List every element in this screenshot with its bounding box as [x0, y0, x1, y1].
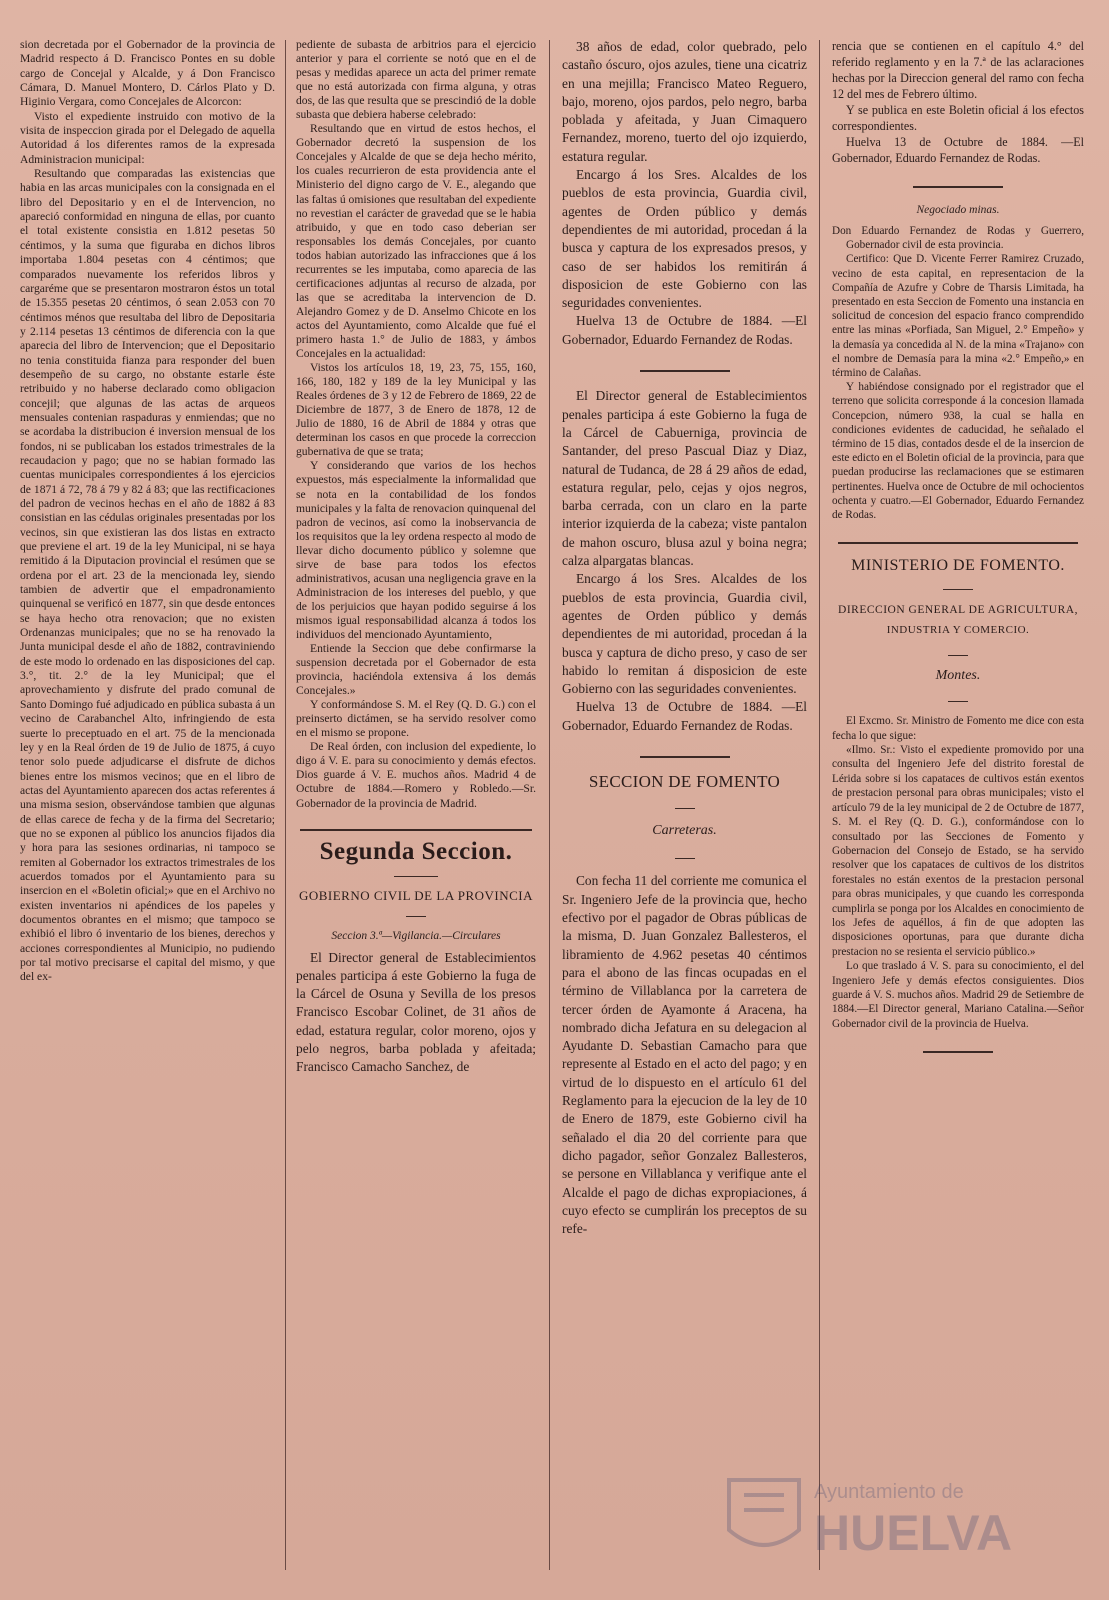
paragraph: Resultando que en virtud de estos hechos, el Gobernador decretó la suspension de los Concejales y Alcalde de que se deja hecho mérito, los cuales recurrieron de esta providencia ante el Ministerio del digno cargo de V. E., alegando que las faltas ú omisiones que resultaban del expediente no revestian el carácter de gravedad que se le habia atribuido, y que en todo caso deberian ser responsables los demás Concejales, por cuanto todos habian autorizado las infracciones que á los recurrentes se les imputaba, como aparecia de las certificaciones adjuntas al recurso de alzada, por las que se acreditaba la intervencion de D. Alejandro Gomez y de D. Anselmo Chicote en los actos del Ayuntamiento, como Alcalde que fué el primero hasta 1.° de Julio de 1883, y ámbos Concejales en la actualidad: — [296, 122, 536, 361]
signature-line: Huelva 13 de Octubre de 1884. —El Gobernador, Eduardo Fernandez de Rodas. — [832, 135, 1084, 165]
paragraph: Don Eduardo Fernandez de Rodas y Guerrero, Gobernador civil de esta provincia. — [832, 225, 1084, 252]
column-3 — [562, 38, 807, 1573]
paragraph: pediente de subasta de arbitrios para el ejercicio anterior y para el corriente se notó que en el de pesas y medidas aparece un acta del primer remate que no está autorizada con firma alguna, y otras dos, de las que resulta que se prescindió de la doble subasta que debiera haberse celebrado: — [296, 38, 536, 122]
paragraph: 38 años de edad, color quebrado, pelo castaño óscuro, ojos azules, tiene una cicatriz en una mejilla; Francisco Mateo Reguero, bajo, moreno, ojos pardos, pelo negro, barba poblada y afeitada, y Juan Cimaquero Fernandez, moreno, tuerto del ojo izquierdo, estatura regular. — [562, 39, 807, 164]
paragraph: El Director general de Establecimientos penales participa á este Gobierno la fuga de la Cárcel de Cabuerniga, provincia de Santander, del preso Pascual Diaz y Diaz, natural de Tudanca, de 28 á 29 años de edad, estatura regular, pelo, cejas y ojos negros, barba cerrada, con un claro en la parte interior izquierda de la cabeza; viste pantalon de mahon oscuro, blusa azul y boina negra; calza alpargatas blancas. — [562, 388, 807, 569]
paragraph: sion decretada por el Gobernador de la provincia de Madrid respecto á D. Francisco Pontes en su doble cargo de Concejal y Alcalde, y á Don Francisco Cámara, D. Manuel Montero, D. Cárlos Plato y D. Higinio Vergara, como Concejales de Alcorcon: — [20, 38, 275, 109]
paragraph: «Ilmo. Sr.: Visto el expediente promovido por una consulta del Ingeniero Jefe del distrito forestal de Lérida sobre si los capataces de cultivos están exentos de prestacion personal para obras municipales; visto el artículo 79 de la ley municipal de 2 de Octubre de 1877, S. M. el Rey (Q. D. G.), conformándose con lo consultado por las Secciones de Fomento y Gobernacion del Consejo de Estado, se ha servido resolver que los capataces de cultivos de los distritos forestales no están exentos de la prestacion personal para obras municipales, y que cuando les corresponda cumplirla se ponga por los Alcaldes en conocimiento de los Jefes de aquéllos, á fin de que adopten las disposiciones oportunas, para que durante dicha prestacion no se resienta el servicio público.» — [832, 744, 1084, 958]
subsection-heading: Montes. — [935, 668, 981, 684]
subsection-heading: Negociado minas. — [916, 204, 1000, 216]
separator-dash — [562, 796, 807, 814]
paragraph: rencia que se contienen en el capítulo 4.° del referido reglamento y en la 7.ª de las aclaraciones hechas por la Direccion general del ramo con fecha 12 del mes de Febrero último. — [832, 39, 1084, 101]
separator-rule — [832, 176, 1084, 192]
paragraph: Y habiéndose consignado por el registrador que el terreno que solicita corresponde á la concesion llamada Concepcion, número 938, la cual se halla en condiciones evidentes de caducidad, he señalado el término de 15 dias, contados desde el de la insercion de este edicto en el Boletin oficial de la provincia, para que puedan producirse las reclamaciones que se estimaren pertinentes. Huelva once de Octubre de mil ochocientos ochenta y cuatro.—El Gobernador, Eduardo Fernandez de Rodas. — [832, 381, 1084, 522]
signature-line: Huelva 13 de Octubre de 1884. —El Gobernador, Eduardo Fernandez de Rodas. — [562, 699, 807, 733]
paragraph: El Director general de Establecimientos penales participa á este Gobierno la fuga de la Cárcel de Osuna y Sevilla de los presos Francisco Escobar Colinet, de 31 años de edad, estatura regular, color moreno, ojos y pelo negros, barba poblada y afeitada; Francisco Camacho Sanchez, de — [296, 949, 536, 1075]
column-divider — [549, 40, 550, 1570]
separator-dash — [832, 690, 1084, 706]
separator-rule — [562, 359, 807, 377]
separator-rule — [562, 745, 807, 763]
paragraph: Y conformándose S. M. el Rey (Q. D. G.) con el preinserto dictámen, se ha servido resolver como en el mismo se propone. — [296, 698, 536, 740]
column-1 — [20, 38, 275, 1573]
watermark-line1: Ayuntamiento de — [814, 1481, 964, 1503]
column-divider — [285, 40, 286, 1570]
paragraph: Visto el expediente instruido con motivo de la visita de inspeccion girada por el Delegado de aquella Autoridad á los diferentes ramos de la expresada Administracion municipal: — [20, 109, 275, 166]
direction-subheading: INDUSTRIA Y COMERCIO. — [886, 624, 1030, 637]
paragraph: Con fecha 11 del corriente me comunica el Sr. Ingeniero Jefe de la provincia que, hecho efectivo por el pagador de Obras públicas de la misma, D. Juan Gonzalez Ballesteros, el libramiento de 4.962 pesetas 40 céntimos para el abono de las fincas ocupadas en el término de Villablanca por la carretera de tercer órden de Ayamonte á Aracena, ha nombrado dicha Jefatura en su delegacion al Ayudante D. Sebastian Camacho para que represente al Estado en el acto del pago; y en virtud de lo dispuesto en el artículo 61 del Reglamento para la ejecucion de la ley de 10 de Enero de 1879, este Gobierno civil ha señalado el dia 20 del corriente para que dicho pagador, señor Gonzalez Ballesteros, se persone en Villablanca y verifique ante el Alcalde el pago de dichas expropiaciones, á cuyo efecto se cumplirán los preceptos de su refe- — [562, 873, 807, 1237]
paragraph: Certifico: Que D. Vicente Ferrer Ramirez Cruzado, vecino de esta capital, en representacion de la Compañía de Azufre y Cobre de Tharsis Limitada, ha presentado en esta Seccion de Fomento una instancia en solicitud de concesion del espacio franco comprendido entre las minas «Porfiada, San Miguel, 2.° Empeño» y la demasía ya concedida al N. de la mina «Trajano» con el nombre de Demasía para la mina «2.° Empeño,» en término de Calañas. — [832, 253, 1084, 380]
separator-dash — [562, 846, 807, 864]
paragraph: Entiende la Seccion que debe confirmarse la suspension decretada por el Gobernador de esta provincia, haciéndola extensiva á los demás Concejales.» — [296, 642, 536, 698]
separator-dash — [296, 867, 536, 881]
ministry-heading: MINISTERIO DE FOMENTO. — [851, 557, 1065, 575]
separator-dash — [296, 907, 536, 921]
section-heading: SECCION DE FOMENTO — [588, 772, 781, 792]
subsection-heading: Carreteras. — [652, 822, 717, 838]
city-seal-icon — [719, 1460, 1049, 1570]
paragraph: Encargo á los Sres. Alcaldes de los pueblos de esta provincia, Guardia civil, agentes de Orden público y demás dependientes de mi autoridad, procedan á la busca y captura de los expresados presos, y caso de ser habidos los remitirán á disposicion de este Gobierno con las seguridades convenientes. — [562, 167, 807, 311]
paragraph: El Excmo. Sr. Ministro de Fomento me dice con esta fecha lo que sigue: — [832, 715, 1084, 742]
paragraph: Encargo á los Sres. Alcaldes de los pueblos de esta provincia, Guardia civil, agentes de Orden público y demás dependientes de mi autoridad, procedan á la busca y captura de dicho preso, y caso de ser habido lo remitan á disposicion de este Gobierno con las seguridades convenientes. — [562, 571, 807, 697]
paragraph: Y considerando que varios de los hechos expuestos, más especialmente la informalidad que se nota en la contabilidad de los fondos municipales y la falta de renovacion quinquenal del padron de vecinos, así como la inobservancia de los requisitos que la ley ordena respecto al modo de llevar dicho documento público y solemne que sirve de base para todos los efectos administrativos, acusan una negligencia grave en la Administracion de los intereses del pueblo, y que de los perjuicios que hayan podido seguirse á los mismos igual responsabilidad alcanza á todos los individuos del mencionado Ayuntamiento, — [296, 459, 536, 641]
column-2 — [296, 38, 536, 1573]
separator-dash — [832, 578, 1084, 594]
separator-rule — [296, 821, 536, 835]
archive-watermark — [719, 1460, 1049, 1570]
separator-dash — [832, 644, 1084, 660]
column-divider — [819, 40, 820, 1570]
paragraph: Vistos los artículos 18, 19, 23, 75, 155, 160, 166, 180, 182 y 189 de la ley Municipal y las Reales órdenes de 3 y 12 de Febrero de 1869, 22 de Diciembre de 1877, 3 de Enero de 1878, 12 de Julio de 1880, 16 de Abril de 1884 y otras que determinan los casos en que procede la correccion gubernativa de que se trata; — [296, 361, 536, 459]
paragraph: Lo que traslado á V. S. para su conocimiento, el del Ingeniero Jefe y demás efectos consiguientes. Dios guarde á V. S. muchos años. Madrid 29 de Setiembre de 1884.—El Director general, Mariano Catalina.—Señor Gobernador civil de la provincia de Huelva. — [832, 960, 1084, 1030]
section-title: Segunda Seccion. — [319, 837, 513, 865]
paragraph: Y se publica en este Boletin oficial á los efectos correspondientes. — [832, 103, 1084, 133]
separator-rule — [832, 532, 1084, 548]
signature-line: Huelva 13 de Octubre de 1884. —El Gobernador, Eduardo Fernandez de Rodas. — [562, 313, 807, 347]
watermark-line2: HUELVA — [814, 1505, 1013, 1561]
direction-heading: DIRECCION GENERAL DE AGRICULTURA, — [838, 604, 1078, 617]
paragraph: De Real órden, con inclusion del expediente, lo digo á V. E. para su conocimiento y demás efectos. Dios guarde á V. E. muchos años. Madrid 4 de Octubre de 1884.—Romero y Robledo.—Sr. Gobernador de la provincia de Madrid. — [296, 740, 536, 810]
separator-rule — [832, 1041, 1084, 1057]
paragraph: Resultando que comparadas las existencias que habia en las arcas municipales con la consignada en el libro del Depositario y en el de Intervencion, no apareció conformidad en ninguna de ellas, por cuanto el total existente consistia en 1.812 pesetas 50 céntimos, y la suma que figuraba en dichos libros importaba 1.804 pesetas con 4 céntimos; que comparados nuevamente los referidos libros y cargaréme que se presentaron mostraron éstos un total de 15.355 pesetas 20 céntimos, ó sean 2.053 con 70 céntimos ménos que resultaba del libro de Depositaria y 2.114 pesetas 13 céntimos de diferencia con la que aparecia del libro de Intervencion; que el Depositario no tenia constituida fianza para responder del buen desempeño de su cargo, no obstante estarle éste retribuido y no haberse declarado como obligacion concejil; que algunas de las actas de arqueos mensuales contenian raspaduras y enmiendas; que no se acordaba la distribucion é inversion mensual de los fondos, ni se publicaban los estados trimestrales de la recaudacion y pago; que no se habian formado las cuentas municipales correspondientes á los ejercicios de 1871 á 72, 78 á 79 y 82 á 83; que las rectificaciones del padron de vecinos hechas en el año de 1882 á 83 consistian en las cédulas originales presentadas por los vecinos, sin que existieran las dos listas en extracto que previene el art. 19 de la ley Municipal, ni se haya remitido á la Diputacion provincial el resúmen que se ordena por el art. 23 de la mencionada ley, siendo tambien de advertir que el empadronamiento quinquenal se verificó en 1877, sin que desde entonces se haya hecho otra renovacion; que no existen Ordenanzas municipales; que no se ha renovado la Junta municipal desde el año de 1882, contraviniendo de este modo lo ordenado en las disposiciones del cap. 3.°, tit. 2.° de la ley Municipal; que el aprovechamiento y disfrute del prado comunal de Santo Domingo fué adjudicado en pública subasta á un vecino de Carabanchel Alto, infringiendo de esta suerte lo preceptuado en el art. 75 de la mencionada ley y en la Real órden de 19 de Julio de 1875, á cuyo tenor solo puede adjudicarse el disfrute de dichos bienes entre los mismos vecinos; que en el libro de actas del Ayuntamiento aparecen dos actas referentes á una misma sesion, observándose tambien que algunas de ellas carece de fecha y de la firma del Secretario; que no se exponen al público los anuncios fijados dia y hora para las sesiones ordinarias, ni tampoco se remiten al Gobernador los extractos trimestrales de los acuerdos tomados por el Ayuntamiento para su insercion en el «Boletin oficial;» que en el Archivo no existen inventarios ni apéndices de los papeles y documentos obrantes en el mismo; que tampoco se exhibió el libro ó inventario de los bienes, derechos y acciones correspondientes al Municipio, no pudiendo por tal motivo precisarse el capital del mismo, y que del ex- — [20, 167, 275, 984]
subsection-title: Seccion 3.ª—Vigilancia.—Circulares — [331, 929, 501, 942]
gov-title: GOBIERNO CIVIL DE LA PROVINCIA — [298, 887, 534, 903]
column-4 — [832, 38, 1084, 1573]
